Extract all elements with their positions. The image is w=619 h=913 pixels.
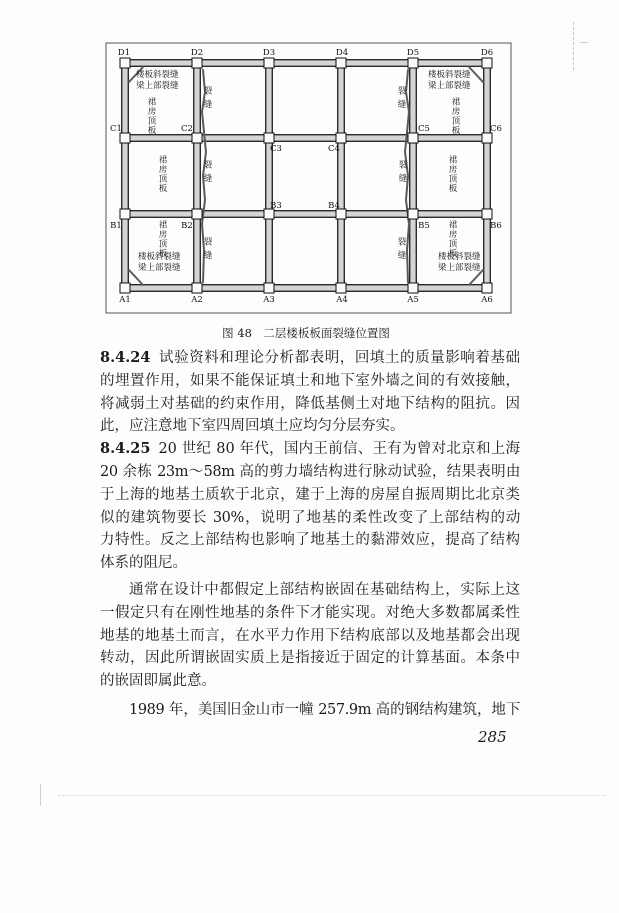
crack-label-row3-col4: 裂缝	[396, 237, 406, 264]
annotation-middle-left-podium-roof: 裙房顶板	[157, 155, 167, 193]
text-line: 20 余栋 23m～58m 高的剪力墙结构进行脉动试验，结果表明由	[100, 463, 520, 480]
column	[264, 133, 274, 143]
grid-label-a5: A5	[407, 295, 419, 305]
grid-label-c4: C4	[328, 144, 340, 154]
slab-crack-top-right	[469, 67, 483, 82]
grid-label-b5: B5	[418, 221, 430, 231]
column	[482, 209, 492, 219]
beam	[122, 60, 489, 65]
scan-artifact	[40, 784, 41, 806]
annotation-bottom-left-slab-crack: 楼板斜裂缝	[138, 252, 181, 262]
column	[192, 283, 202, 293]
column	[336, 283, 346, 293]
grid-label-d6: D6	[480, 48, 494, 58]
text-line: 力特性。反之上部结构也影响了地基土的黏滞效应，提高了结构	[100, 532, 520, 549]
crack-marks	[129, 67, 483, 285]
grid-label-d4: D4	[335, 48, 349, 58]
grid-label-b2: B2	[181, 221, 193, 231]
scan-artifact	[580, 42, 588, 43]
grid-label-a2: A2	[191, 295, 203, 305]
text-line: 一假定只有在刚性地基的条件下才能实现。对绝大多数都属柔性	[100, 604, 520, 621]
scan-artifact	[58, 795, 606, 796]
grid-label-c1: C1	[110, 124, 122, 134]
annotation-top-right-podium-roof: 裙房顶板	[450, 97, 460, 135]
beam	[122, 211, 489, 216]
crack-label-row2-col2: 裂缝	[202, 160, 212, 187]
crack-label-row1-col2: 裂缝	[202, 86, 212, 113]
text-line-content: 20 世纪 80 年代，国内王前信、王有为曾对北京和上海	[158, 441, 520, 458]
annotation-top-left-podium-roof: 裙房顶板	[146, 97, 156, 135]
beam	[122, 60, 127, 290]
text-line	[100, 347, 520, 370]
grid-label-c2: C2	[181, 124, 193, 134]
column	[120, 209, 130, 219]
clause-number: 8.4.24	[100, 349, 151, 366]
column	[192, 58, 202, 68]
annotation-top-right-beam-crack: 梁上部裂缝	[428, 81, 471, 91]
annotation-bottom-left-podium-roof: 裙房顶板	[157, 220, 167, 258]
column	[120, 133, 130, 143]
grid-label-c5: C5	[418, 124, 430, 134]
beam	[122, 285, 489, 290]
annotation-bottom-right-slab-crack: 楼板斜裂缝	[438, 252, 481, 262]
grid-label-d3: D3	[262, 48, 276, 58]
grid-label-c6: C6	[490, 124, 502, 134]
text-line: 于上海的地基土质软于北京，建于上海的房屋自振周期比北京类	[100, 486, 520, 503]
column	[482, 283, 492, 293]
grid-label-d2: D2	[190, 48, 204, 58]
grid-label-b3: B3	[270, 201, 282, 211]
grid-label-a4: A4	[336, 295, 348, 305]
page-number: 285	[478, 728, 507, 746]
grid-label-b4: B4	[328, 201, 340, 211]
grid-label-d1: D1	[117, 48, 131, 58]
annotation-bottom-left-beam-crack: 梁上部裂缝	[138, 263, 181, 273]
annotation-middle-right-podium-roof: 裙房顶板	[447, 155, 457, 193]
text-line: 将减弱土对基础的约束作用，降低基侧土对地下结构的阻抗。因	[100, 395, 520, 412]
paragraph-1989	[100, 699, 520, 722]
beam	[410, 60, 415, 290]
column	[336, 58, 346, 68]
text-line: 此，应注意地下室四周回填土应均匀分层夯实。	[100, 418, 405, 435]
column	[192, 209, 202, 219]
crack-label-row2-col4: 裂缝	[397, 160, 407, 187]
column	[408, 58, 418, 68]
clause-8-4-25	[100, 438, 520, 575]
text-line: 似的建筑物要长 30%，说明了地基的柔性改变了上部结构的动	[100, 509, 520, 526]
grid-label-b6: B6	[490, 221, 502, 231]
text-line: 转动，因此所谓嵌固实质上是指接近于固定的计算基面。本条中	[100, 650, 520, 667]
beam	[266, 60, 271, 290]
body-text	[100, 347, 520, 722]
column	[408, 133, 418, 143]
column	[120, 58, 130, 68]
grid-label-a1: A1	[119, 295, 131, 305]
text-line: 的埋置作用，如果不能保证填土和地下室外墙之间的有效接触，	[100, 372, 520, 389]
text-line: 通常在设计中都假定上部结构嵌固在基础结构上，实际上这	[129, 581, 520, 598]
annotation-top-right-slab-crack: 楼板斜裂缝	[428, 70, 471, 80]
text-line-content: 试验资料和理论分析都表明，回填土的质量影响着基础	[158, 350, 520, 366]
beam	[194, 60, 199, 290]
grid-label-c3: C3	[270, 144, 282, 154]
grid-label-a3: A3	[263, 295, 275, 305]
column	[408, 209, 418, 219]
beam	[122, 135, 489, 140]
clause-8-4-24	[100, 347, 520, 438]
crack-label-row1-col4: 裂缝	[396, 86, 406, 113]
figure-caption: 图 48 二层楼板板面裂缝位置图	[222, 326, 390, 340]
column	[264, 58, 274, 68]
annotation-bottom-right-beam-crack: 梁上部裂缝	[438, 263, 481, 273]
annotation-top-left-beam-crack: 梁上部裂缝	[136, 81, 179, 91]
column	[192, 133, 202, 143]
beam	[484, 60, 489, 290]
column	[264, 283, 274, 293]
grid-label-d5: D5	[406, 48, 420, 58]
crack-label-row3-col2: 裂缝	[202, 237, 212, 264]
text-line	[100, 438, 520, 461]
annotation-bottom-right-podium-roof: 裙房顶板	[447, 220, 457, 258]
annotation-top-left-slab-crack: 楼板斜裂缝	[136, 70, 179, 80]
paragraph-embedment	[100, 579, 520, 693]
column	[120, 283, 130, 293]
scan-artifact	[573, 22, 574, 70]
clause-number: 8.4.25	[100, 440, 151, 458]
beam	[338, 60, 343, 290]
text-line: 的嵌固即属此意。	[100, 673, 216, 690]
floor-plan-diagram	[0, 0, 619, 320]
column	[336, 133, 346, 143]
grid-label-a6: A6	[481, 295, 493, 305]
text-line: 地基的地基土而言，在水平力作用下结构底部以及地基都会出现	[100, 627, 520, 644]
text-line: 体系的阻尼。	[100, 555, 187, 572]
grid-label-b1: B1	[110, 221, 122, 231]
column	[408, 283, 418, 293]
column	[482, 133, 492, 143]
column	[482, 58, 492, 68]
text-line: 1989 年，美国旧金山市一幢 257.9m 高的钢结构建筑，地下	[129, 701, 520, 718]
